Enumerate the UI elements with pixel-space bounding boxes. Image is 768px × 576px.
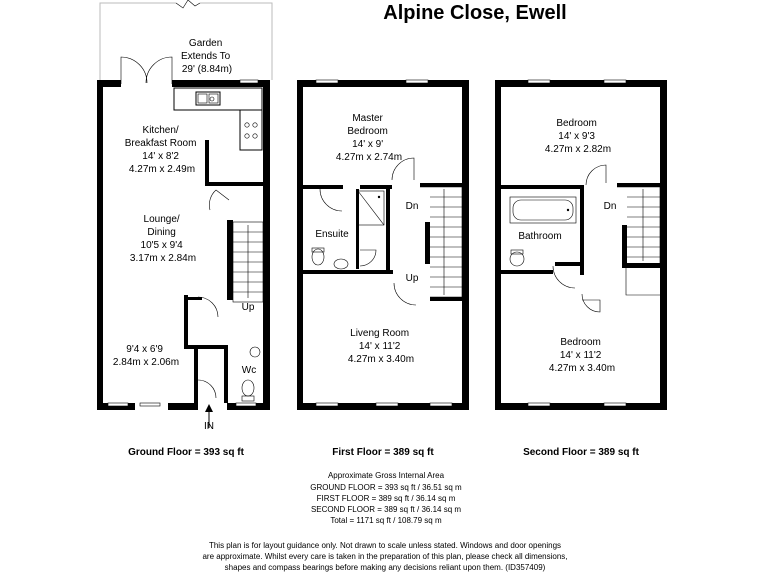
second-floor-plan bbox=[495, 80, 667, 458]
area-summary-line: SECOND FLOOR = 389 sq ft / 36.14 sq m bbox=[310, 505, 462, 514]
living-room-label: Liveng Room 14' x 11'2 4.27m x 3.40m bbox=[347, 328, 415, 365]
ensuite-toilet-icon bbox=[312, 249, 324, 265]
first-floor-plan bbox=[297, 80, 469, 458]
bathroom-label: Bathroom bbox=[518, 231, 562, 242]
ensuite-label: Ensuite bbox=[315, 229, 349, 240]
second-dn-label: Dn bbox=[603, 201, 617, 212]
ground-floor-plan bbox=[97, 0, 272, 458]
bath-icon bbox=[510, 197, 576, 223]
garden-label: Garden Extends To 29' (8.84m) bbox=[180, 38, 233, 75]
disclaimer-line: shapes and compass bearings before making any decisions reliant upon them. (ID357409) bbox=[224, 563, 546, 572]
area-summary bbox=[310, 471, 462, 525]
ground-up-label: Up bbox=[241, 302, 255, 313]
first-dn-label: Dn bbox=[405, 201, 419, 212]
top-bedroom-label: Bedroom 14' x 9'3 4.27m x 2.82m bbox=[544, 118, 612, 155]
disclaimer-line: are approximate. Whilst every care is taken in the preparation of this plan, please check all dimensions, bbox=[202, 552, 568, 561]
first-up-label: Up bbox=[405, 273, 419, 284]
alcove-label: 9'4 x 6'9 2.84m x 2.06m bbox=[112, 344, 180, 368]
page-title: Alpine Close, Ewell bbox=[383, 2, 567, 24]
second-floor-area-label: Second Floor = 389 sq ft bbox=[523, 447, 639, 458]
ground-floor-area-label: Ground Floor = 393 sq ft bbox=[128, 447, 244, 458]
area-summary-line: GROUND FLOOR = 393 sq ft / 36.51 sq m bbox=[310, 483, 462, 492]
area-summary-total: Total = 1171 sq ft / 108.79 sq m bbox=[330, 516, 442, 525]
ensuite-basin-icon bbox=[334, 259, 348, 269]
lounge-label: Lounge/ Dining 10'5 x 9'4 3.17m x 2.84m bbox=[129, 214, 197, 264]
disclaimer bbox=[202, 541, 567, 572]
first-floor-area-label: First Floor = 389 sq ft bbox=[332, 447, 434, 458]
ground-floor-staircase bbox=[233, 222, 263, 302]
area-summary-line: FIRST FLOOR = 389 sq ft / 36.14 sq m bbox=[316, 494, 456, 503]
bottom-bedroom-label: Bedroom 14' x 11'2 4.27m x 3.40m bbox=[548, 337, 616, 374]
kitchen-label: Kitchen/ Breakfast Room 14' x 8'2 4.27m x 2.49m bbox=[124, 125, 197, 175]
master-bedroom-label: Master Bedroom 14' x 9' 4.27m x 2.74m bbox=[335, 113, 403, 163]
toilet-icon bbox=[242, 380, 254, 396]
wc-label: Wc bbox=[241, 365, 257, 376]
disclaimer-line: This plan is for layout guidance only. Not drawn to scale unless stated. Windows and door openings bbox=[208, 541, 562, 550]
area-summary-heading: Approximate Gross Internal Area bbox=[327, 471, 445, 480]
entrance-label: IN bbox=[204, 421, 214, 432]
french-doors bbox=[121, 57, 172, 84]
wc-basin-icon bbox=[250, 347, 260, 357]
